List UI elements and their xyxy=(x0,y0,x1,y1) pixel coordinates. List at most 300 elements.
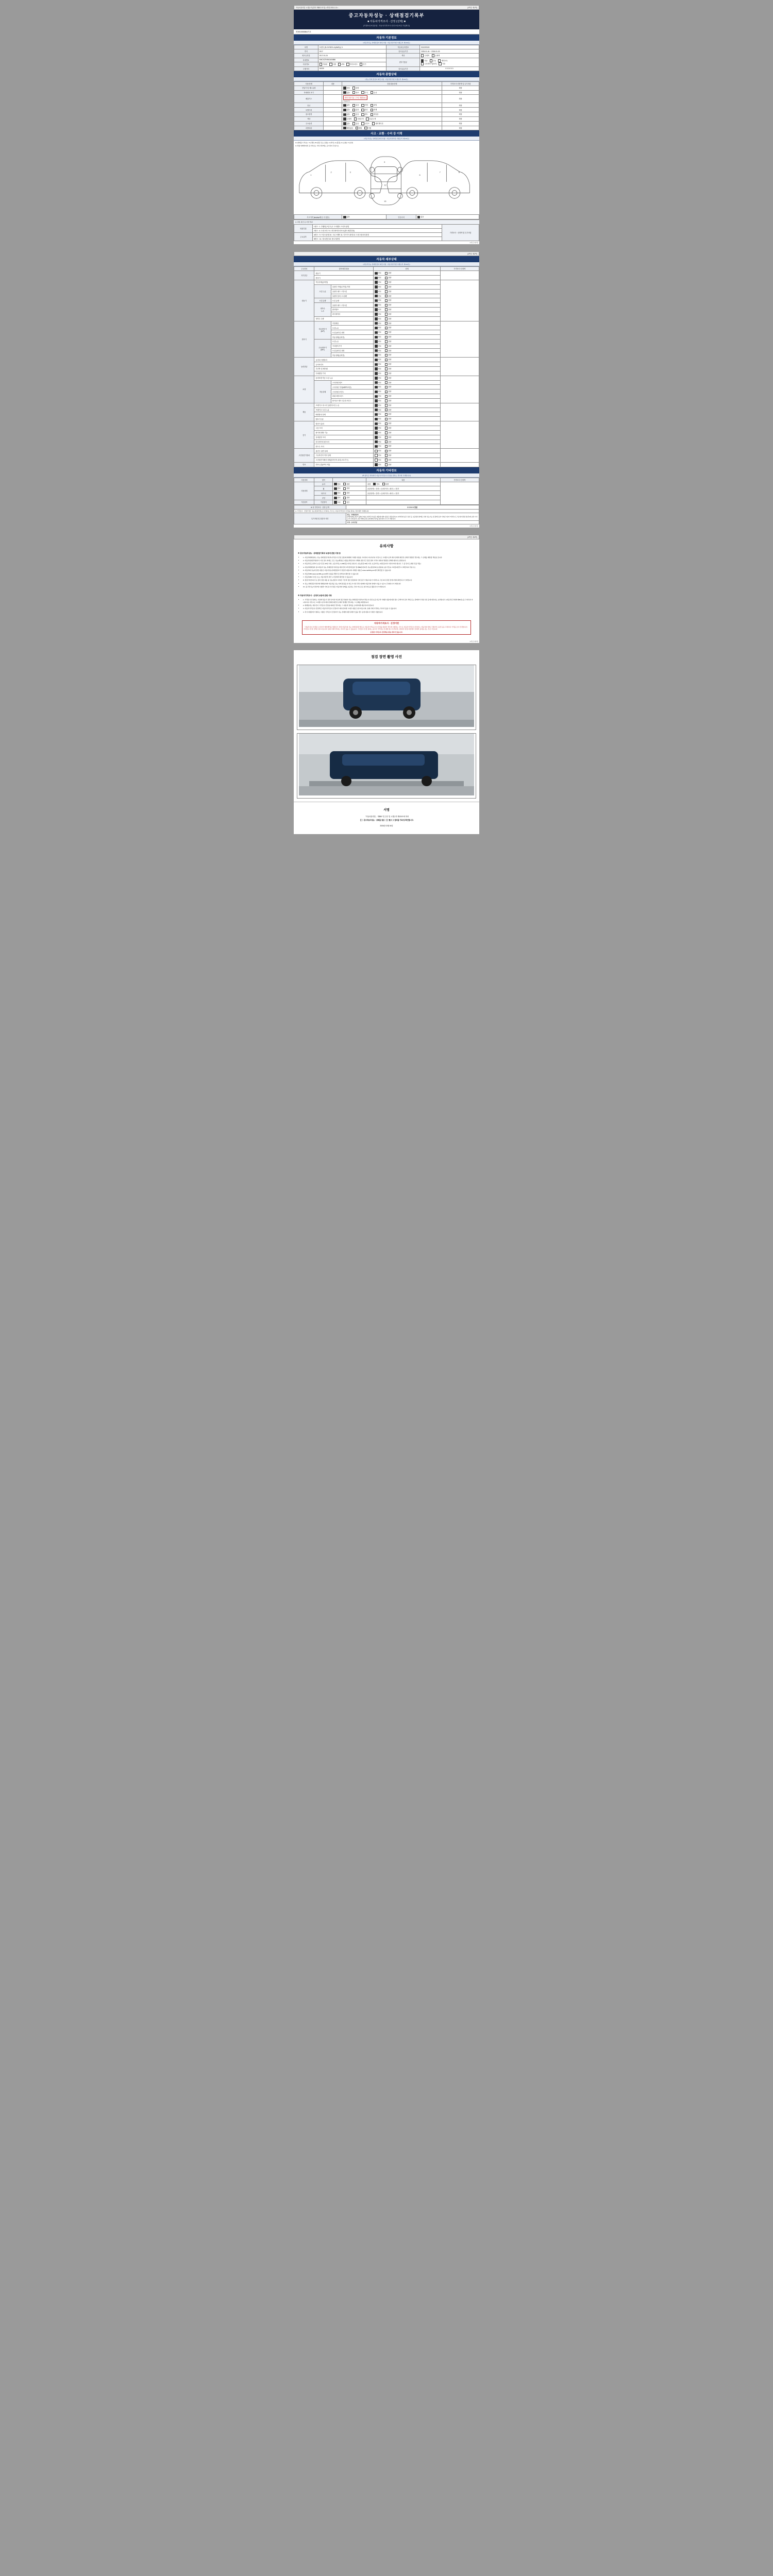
transmission-checkbox-auto[interactable] xyxy=(421,59,424,62)
state-checkbox[interactable] xyxy=(385,336,388,338)
etc-checkbox-cushion-bad[interactable] xyxy=(343,497,346,499)
state-checkbox[interactable] xyxy=(375,377,377,379)
overall-checkbox-4-2[interactable] xyxy=(361,109,364,111)
state-label: 양호 xyxy=(378,463,381,466)
detail-state-dt-2 xyxy=(374,367,440,371)
state-checkbox[interactable] xyxy=(385,459,388,461)
state-checkbox[interactable] xyxy=(375,459,377,461)
overall-opts-4 xyxy=(342,108,442,112)
page-footer-1: (3쪽중 제1쪽) xyxy=(469,242,478,244)
state-checkbox-good[interactable] xyxy=(375,272,377,275)
state-label: 양호 xyxy=(378,336,381,338)
table-row xyxy=(294,449,479,453)
state-checkbox[interactable] xyxy=(385,422,388,425)
state-checkbox[interactable] xyxy=(385,436,388,438)
state-checkbox[interactable] xyxy=(385,345,388,347)
overall-checkbox-8-2[interactable] xyxy=(364,127,367,129)
detail-item-el-0: 발전기 출력 xyxy=(314,421,374,426)
state-label: 양호 xyxy=(378,440,381,443)
state-label: 불량 xyxy=(388,340,392,343)
photos-title: 점검 장면 촬영 사진 xyxy=(371,655,402,659)
detail-state-trans-5 xyxy=(374,344,440,348)
detail-state-engine-4 xyxy=(374,298,440,303)
transmission-option-2: 세미오토 xyxy=(441,59,448,62)
state-checkbox[interactable] xyxy=(385,322,388,325)
overall-checkbox-7-1[interactable] xyxy=(352,122,355,125)
state-checkbox[interactable] xyxy=(385,308,388,311)
inspection-photo-2[interactable] xyxy=(297,733,476,799)
section-etc-title: 자동차 기타정보 xyxy=(294,467,479,473)
detail-state-dt-3 xyxy=(374,371,440,376)
state-checkbox[interactable] xyxy=(375,391,377,393)
state-label: 불량 xyxy=(388,418,392,420)
state-checkbox[interactable] xyxy=(375,340,377,343)
transmission-checkbox-cvt[interactable] xyxy=(421,62,424,65)
detail-item-trans-3: 작동상태(공회전) xyxy=(331,335,374,340)
detail-state-trans-7 xyxy=(374,353,440,358)
detail-price-engine xyxy=(440,280,479,321)
notice-list-2 xyxy=(299,599,474,613)
svg-text:13: 13 xyxy=(384,200,386,203)
table-row xyxy=(294,90,479,95)
sheet-page-2 xyxy=(294,251,479,528)
state-checkbox[interactable] xyxy=(385,363,388,366)
price-definition-tail: 공정한 가격조사·산정액을 받을 권리가 있습니다. xyxy=(370,631,403,633)
overall-checkbox-6-1[interactable] xyxy=(354,117,357,120)
basic-value-fuel xyxy=(318,62,386,66)
detail-state-engine-0 xyxy=(374,280,440,284)
overall-opt-label-3-0: 없음 xyxy=(346,104,350,107)
state-label: 양호 xyxy=(378,381,381,384)
parts-line-0: 1랭크 : 1. 후휀더(프론트) 2. 도어휀 3. 프런트판넬 xyxy=(312,225,442,229)
basic-value-firstreg: 2017-01-24 xyxy=(318,54,386,58)
state-checkbox[interactable] xyxy=(375,317,377,320)
detail-state-dt-1 xyxy=(374,362,440,367)
state-checkbox[interactable] xyxy=(385,349,388,352)
state-checkbox[interactable] xyxy=(375,290,377,293)
price-definition-text: 「자동차조사·산정란 소비자가 매매계약을 체결하기 전에 자동차의 성능·상태점검과 별도로 자동차가격을 조사·산정을 의뢰한 경우에 시행하는 것으로 자동차가격조사·산정자는 자동차의 상태, 주행거리, 옵션 등을 고려하여 가격을 조사·산정합니다. 가격조사·산정 금액은 참고자료이며 실제 거래가격과는 차이가 있을 수 있습니다. 가격조사·산정 결과는 중고차 가격정보 안내에 참고 목적이며 구매여부 결정 과정에서 강제적 효력을 갖는 것은 아닙니다. xyxy=(304,625,468,630)
overall-table xyxy=(294,81,479,131)
state-checkbox[interactable] xyxy=(375,322,377,325)
state-checkbox[interactable] xyxy=(385,295,388,297)
detail-item-hv-0: 충전구 절연 상태 xyxy=(314,449,374,453)
state-checkbox[interactable] xyxy=(385,450,388,452)
state-label: 불량 xyxy=(388,409,392,411)
transmission-checkbox-other[interactable] xyxy=(439,62,441,65)
state-checkbox[interactable] xyxy=(375,295,377,297)
state-label: 불량 xyxy=(388,427,392,429)
state-checkbox[interactable] xyxy=(375,285,377,288)
notice-title: 유의사항 xyxy=(379,544,394,548)
etc-header-state xyxy=(333,478,366,482)
state-label: 양호 xyxy=(378,281,381,283)
state-checkbox[interactable] xyxy=(375,386,377,388)
fuel-option-4: 전기 xyxy=(363,63,366,65)
detail-item-dt-3: 디퍼렌셜 기어 xyxy=(314,371,374,376)
state-checkbox[interactable] xyxy=(375,354,377,357)
state-checkbox[interactable] xyxy=(375,281,377,283)
document-subtitle: ■ 자동차가격조사 · 산정 (선택) ■ xyxy=(367,20,406,23)
state-checkbox[interactable] xyxy=(385,299,388,302)
state-checkbox[interactable] xyxy=(375,395,377,398)
inspection-photo-1[interactable] xyxy=(297,665,476,730)
state-checkbox[interactable] xyxy=(385,290,388,293)
detail-price-drivetrain xyxy=(440,358,479,376)
detail-sub-steering-parts: 작동상태 xyxy=(314,380,331,403)
state-checkbox[interactable] xyxy=(385,440,388,443)
overall-checkbox-4-3[interactable] xyxy=(371,109,373,111)
overall-checkbox-0-0[interactable] xyxy=(343,87,346,89)
state-checkbox[interactable] xyxy=(385,354,388,357)
section-overall-title: 자동차 종합상태 xyxy=(294,71,479,77)
overall-checkbox-3-3[interactable] xyxy=(371,104,373,107)
state-checkbox[interactable] xyxy=(385,285,388,288)
detail-state-el-2 xyxy=(374,430,440,435)
overall-checkbox-5-2[interactable] xyxy=(361,113,364,116)
overall-right-7: 해당 xyxy=(442,121,479,126)
signature-title: 서명 xyxy=(294,802,479,814)
detail-state-br-0 xyxy=(374,403,440,408)
etc-tire-pos: 윤관상태 □ 전/후 □ 동/타이어 □ 좌/우 □ 전/후 xyxy=(366,491,440,496)
state-label: 양호 xyxy=(378,431,381,434)
transmission-checkbox-semi[interactable] xyxy=(438,59,441,62)
sheet-page-1 xyxy=(294,5,479,244)
etc-checkbox-interior-good[interactable] xyxy=(373,483,376,485)
state-checkbox[interactable] xyxy=(375,313,377,315)
parts-line-2: A랭크 : 9. 프론트판넬 10. 크로스멤버 11. 인사이드판넬 12. 트렁크플로어판넬 xyxy=(312,233,442,237)
overall-opt-label-8-0: 해당없음 xyxy=(346,127,354,129)
etc-checkbox-cushion-good[interactable] xyxy=(334,497,337,499)
overall-checkbox-5-0[interactable] xyxy=(343,113,346,116)
transmission-option-0: 자동 xyxy=(424,59,428,62)
simple-repair-checkbox-none[interactable] xyxy=(417,216,420,218)
state-label: 양호 xyxy=(378,377,381,379)
state-checkbox[interactable] xyxy=(385,313,388,315)
state-checkbox[interactable] xyxy=(385,386,388,388)
state-checkbox[interactable] xyxy=(375,304,377,307)
state-checkbox[interactable] xyxy=(375,427,377,429)
state-checkbox[interactable] xyxy=(375,327,377,329)
overall-sub-8 xyxy=(324,126,342,130)
state-checkbox[interactable] xyxy=(385,454,388,456)
overall-checkbox-3-2[interactable] xyxy=(361,104,364,107)
state-checkbox[interactable] xyxy=(385,445,388,448)
state-checkbox[interactable] xyxy=(385,413,388,416)
list-item: • 5. 자동차의 성능에 관한 내용은 자동차성능상태점검자가 점검한 내용이며 자세한 내용은 www.car365.go.kr에서 확인할 수 있습니다. xyxy=(303,569,474,571)
etc-header-0: 항목 xyxy=(314,478,333,482)
signature-line-2-text: 【 】 중고자동차성능 · 상태를 점검 【 】했고 그 결과를 기록 및 확인합니다. xyxy=(359,819,414,821)
state-label: 양호 xyxy=(378,404,381,406)
state-checkbox[interactable] xyxy=(385,367,388,370)
overall-checkbox-8-1[interactable] xyxy=(356,127,358,129)
overall-opts-1 xyxy=(342,90,442,95)
state-checkbox[interactable] xyxy=(375,454,377,456)
state-checkbox[interactable] xyxy=(375,399,377,402)
overall-checkbox-1-2[interactable] xyxy=(361,91,364,94)
overall-checkbox-1-3[interactable] xyxy=(371,91,373,94)
state-checkbox[interactable] xyxy=(385,281,388,283)
state-checkbox[interactable] xyxy=(385,340,388,343)
state-label: 불량 xyxy=(388,331,392,334)
overall-checkbox-8-0[interactable] xyxy=(343,127,346,129)
table-row xyxy=(294,225,479,229)
detail-item-trans-6: 오일유량 및 상태 xyxy=(331,348,374,353)
state-checkbox[interactable] xyxy=(385,381,388,384)
basic-label-inspection: 검사유효기간 xyxy=(386,49,420,54)
detail-group-steering: 조향 xyxy=(294,376,314,403)
state-checkbox[interactable] xyxy=(385,427,388,429)
overall-checkbox-6-2[interactable] xyxy=(366,117,368,120)
overall-checkbox-3-1[interactable] xyxy=(352,104,355,107)
state-checkbox[interactable] xyxy=(375,436,377,438)
color-checkbox-achromatic[interactable] xyxy=(421,54,424,57)
svg-text:11: 11 xyxy=(384,184,386,187)
overall-checkbox-7-0[interactable] xyxy=(343,122,346,125)
form-top-line xyxy=(294,5,479,10)
overall-checkbox-5-3[interactable] xyxy=(371,113,373,116)
detail-item-trans-2: 오일유량 및 상태 xyxy=(331,330,374,335)
overall-opt-label-1-1: 변조 xyxy=(356,91,359,94)
basic-label-year: 연식 xyxy=(294,49,318,54)
etc-cushion-note xyxy=(366,496,440,500)
state-checkbox[interactable] xyxy=(385,372,388,375)
state-label: 불량 xyxy=(388,309,392,311)
form-top-line-2 xyxy=(294,251,479,256)
etc-label-good: 양호 xyxy=(337,483,341,485)
detail-state-el-5 xyxy=(374,444,440,449)
signature-line-2 xyxy=(294,819,479,823)
color-checkbox-chromatic[interactable] xyxy=(432,54,434,57)
state-label: 양호 xyxy=(378,445,381,448)
detail-state-hv-1 xyxy=(374,453,440,458)
table-row xyxy=(294,462,479,467)
state-checkbox[interactable] xyxy=(385,359,388,361)
overall-opt-label-3-1: 있음 xyxy=(356,104,359,107)
state-checkbox[interactable] xyxy=(385,409,388,411)
etc-cushion-bad: 불량 xyxy=(346,497,350,499)
overall-checkbox-6-0[interactable] xyxy=(343,117,346,120)
price-title: ※ 차 가격조사 · 산정 금액 xyxy=(294,505,346,509)
state-label: 양호 xyxy=(378,354,381,357)
car-diagram-svg[interactable] xyxy=(295,149,477,210)
accident-checkbox-none[interactable] xyxy=(343,216,346,218)
notice-subtitle-2: ※ 자동차가격조사 · 산정의 보증에 관한 사항 xyxy=(298,595,332,597)
state-checkbox[interactable] xyxy=(375,404,377,406)
overall-checkbox-4-0[interactable] xyxy=(343,109,346,111)
detail-item-br-1: 브레이크 오일 누유 xyxy=(314,408,374,412)
detail-state-table xyxy=(294,266,479,467)
etc-checkbox-basic-have[interactable] xyxy=(334,501,337,503)
state-label: 양호 xyxy=(378,345,381,347)
state-checkbox[interactable] xyxy=(375,422,377,425)
overall-opt-label-4-3: 화재 xyxy=(374,109,377,111)
state-checkbox[interactable] xyxy=(385,377,388,379)
state-label: 불량 xyxy=(388,413,392,416)
state-checkbox[interactable] xyxy=(385,331,388,334)
svg-text:8: 8 xyxy=(458,171,460,174)
table-row xyxy=(294,358,479,362)
etc-price-cell xyxy=(440,482,479,504)
detail-item-st-0: 동력조향 작동 오일 누유 xyxy=(314,376,374,380)
etc-checkbox-basic-none[interactable] xyxy=(343,501,346,503)
state-checkbox[interactable] xyxy=(385,391,388,393)
state-checkbox[interactable] xyxy=(385,317,388,320)
overall-right-5: 해당 xyxy=(442,112,479,117)
basic-value-inspection: 2025-01-04 ~ 2026-01-03 xyxy=(420,49,479,54)
detail-item-trans-1: 오일누유 xyxy=(331,326,374,330)
state-checkbox[interactable] xyxy=(375,445,377,448)
detail-item-dt-2: 추진축 및 베어링 xyxy=(314,367,374,371)
etc-header-1: 내용 xyxy=(366,478,440,482)
state-checkbox[interactable] xyxy=(375,299,377,302)
detail-state-st-5 xyxy=(374,398,440,403)
state-label: 불량 xyxy=(388,281,392,283)
detail-state-fu-0 xyxy=(374,462,440,467)
etc-tire-good: 양호 xyxy=(337,492,341,495)
signature-line-1: 「자동차관리법」 제58조 및 같은 법 시행규칙 제120조에 따라 xyxy=(364,815,409,818)
etc-checkbox-bad[interactable] xyxy=(343,483,346,485)
state-checkbox[interactable] xyxy=(375,349,377,352)
overall-checkbox-7-2[interactable] xyxy=(361,122,364,125)
fuel-checkbox-gasoline[interactable] xyxy=(320,63,322,65)
overall-sub-2 xyxy=(324,95,342,103)
state-checkbox[interactable] xyxy=(375,331,377,334)
overall-checkbox-1-1[interactable] xyxy=(352,91,355,94)
photo-1-svg xyxy=(297,665,476,727)
detail-state-st-1 xyxy=(374,380,440,385)
state-checkbox[interactable] xyxy=(375,413,377,416)
state-label: 불량 xyxy=(388,404,392,406)
opinion-cell xyxy=(346,513,479,520)
overall-checkbox-5-1[interactable] xyxy=(352,113,355,116)
state-label-bad: 불량 xyxy=(388,272,392,275)
state-label: 불량 xyxy=(388,463,392,466)
etc-checkbox-good[interactable] xyxy=(334,483,337,485)
state-checkbox[interactable] xyxy=(385,395,388,398)
state-checkbox[interactable] xyxy=(375,409,377,411)
svg-text:1: 1 xyxy=(310,174,312,177)
overall-checkbox-7-3[interactable] xyxy=(372,122,375,125)
state-label: 양호 xyxy=(378,285,381,288)
etc-table xyxy=(294,478,479,505)
basic-label-color: 색상 xyxy=(386,54,420,58)
state-label: 양호 xyxy=(378,327,381,329)
fuel-checkbox-diesel[interactable] xyxy=(329,63,332,65)
detail-state-trans-2 xyxy=(374,330,440,335)
parts-table xyxy=(294,224,479,241)
etc-checkbox-wheel-good[interactable] xyxy=(334,487,337,490)
state-checkbox[interactable] xyxy=(385,404,388,406)
detail-item-engine-6: 워터펌프 xyxy=(331,308,374,312)
state-checkbox[interactable] xyxy=(385,399,388,402)
state-checkbox-good-2[interactable] xyxy=(375,277,377,279)
table-row xyxy=(294,403,479,408)
overall-checkbox-3-0[interactable] xyxy=(343,104,346,107)
table-row xyxy=(294,482,479,486)
state-checkbox[interactable] xyxy=(385,304,388,307)
fuel-checkbox-electric[interactable] xyxy=(360,63,362,65)
state-checkbox[interactable] xyxy=(375,450,377,452)
etc-state-basic xyxy=(333,500,366,504)
state-checkbox[interactable] xyxy=(385,463,388,466)
detail-item-br-2: 배력장치 상태 xyxy=(314,412,374,417)
basic-value-carname: 쏘렌티 (R-CK7829.I.A)4WD)글 1 xyxy=(318,45,386,49)
overall-checkbox-4-1[interactable] xyxy=(352,109,355,111)
state-label: 불량 xyxy=(388,368,392,370)
basic-label-mileage: 주행거리 xyxy=(294,66,318,71)
state-checkbox[interactable] xyxy=(375,431,377,434)
etc-checkbox-wheel-bad[interactable] xyxy=(343,487,346,490)
etc-checkbox-tire-bad[interactable] xyxy=(343,492,346,495)
overall-opt-label-8-2: 이행 xyxy=(367,127,371,129)
detail-group-fuel: 연료 xyxy=(294,462,314,467)
overall-opts-6 xyxy=(342,116,442,121)
state-checkbox[interactable] xyxy=(375,345,377,347)
state-checkbox[interactable] xyxy=(375,363,377,366)
transmission-checkbox-manual[interactable] xyxy=(430,59,432,62)
detail-state-trans-4 xyxy=(374,339,440,344)
state-checkbox[interactable] xyxy=(385,418,388,420)
state-label-bad-2: 불량 xyxy=(388,277,392,279)
state-checkbox[interactable] xyxy=(375,308,377,311)
detail-sub-cooling: 냉각수 누수 xyxy=(314,303,331,317)
state-checkbox[interactable] xyxy=(375,418,377,420)
overall-sub-3 xyxy=(324,103,342,108)
table-row xyxy=(294,86,479,90)
etc-checkbox-tire-good[interactable] xyxy=(334,492,337,495)
car-damage-diagram[interactable] xyxy=(294,148,479,214)
list-item: • 6. 자동차365 (www.car365.go.kr)에서 내용을 열람 및 검색하여 확인할 수 있습니다. xyxy=(303,573,474,575)
state-label: 불량 xyxy=(388,440,392,443)
etc-checkbox-interior-bad[interactable] xyxy=(382,483,385,485)
basic-label-plate: 자동차등록번호 xyxy=(386,45,420,49)
detail-state-el-1 xyxy=(374,426,440,430)
state-checkbox-bad-2[interactable] xyxy=(385,277,388,279)
overall-opt-label-7-0: 없음 xyxy=(346,122,350,125)
detail-group-engine: 원동기 xyxy=(294,280,314,321)
state-checkbox[interactable] xyxy=(375,463,377,466)
state-checkbox[interactable] xyxy=(385,431,388,434)
overall-right-4: 해당 xyxy=(442,108,479,112)
state-label: 불량 xyxy=(388,285,392,288)
detail-item-br-0: 브레이크 마스터 실린더오일 누유 xyxy=(314,403,374,408)
state-checkbox[interactable] xyxy=(375,367,377,370)
state-label: 양호 xyxy=(378,409,381,411)
detail-price-fuel xyxy=(440,462,479,467)
state-checkbox[interactable] xyxy=(375,381,377,384)
detail-item-br-3: 밸브기구류 xyxy=(314,417,374,421)
overall-checkbox-0-1[interactable] xyxy=(352,87,355,89)
overall-opts-7 xyxy=(342,121,442,126)
fuel-checkbox-hybrid[interactable] xyxy=(346,63,349,65)
etc-state-cushion xyxy=(333,496,366,500)
list-item: • 8. 점검기록부의 주요·장치 점검 내용 중 성능점검이 이뤄진 기간과 점검 점검자의 기재 또한 기재(고지)가 어려우니 구입 의사 결정 전에 자세히 확인하시기 바랍니다. xyxy=(303,579,474,581)
overall-checkbox-1-0[interactable] xyxy=(343,91,346,94)
state-checkbox[interactable] xyxy=(375,336,377,338)
etc-header-side: 사용상태 xyxy=(294,478,314,482)
fuel-checkbox-lpg[interactable] xyxy=(338,63,341,65)
state-label: 양호 xyxy=(378,313,381,315)
detail-sub-oilleak: 오일 누유 xyxy=(314,284,331,298)
state-checkbox[interactable] xyxy=(385,327,388,329)
state-label: 양호 xyxy=(378,299,381,302)
state-checkbox[interactable] xyxy=(375,372,377,375)
state-checkbox-bad[interactable] xyxy=(385,272,388,275)
notice-list xyxy=(299,556,474,588)
state-checkbox[interactable] xyxy=(375,440,377,443)
basic-label-fuel: 사용연료 xyxy=(294,62,318,66)
state-checkbox[interactable] xyxy=(375,359,377,361)
